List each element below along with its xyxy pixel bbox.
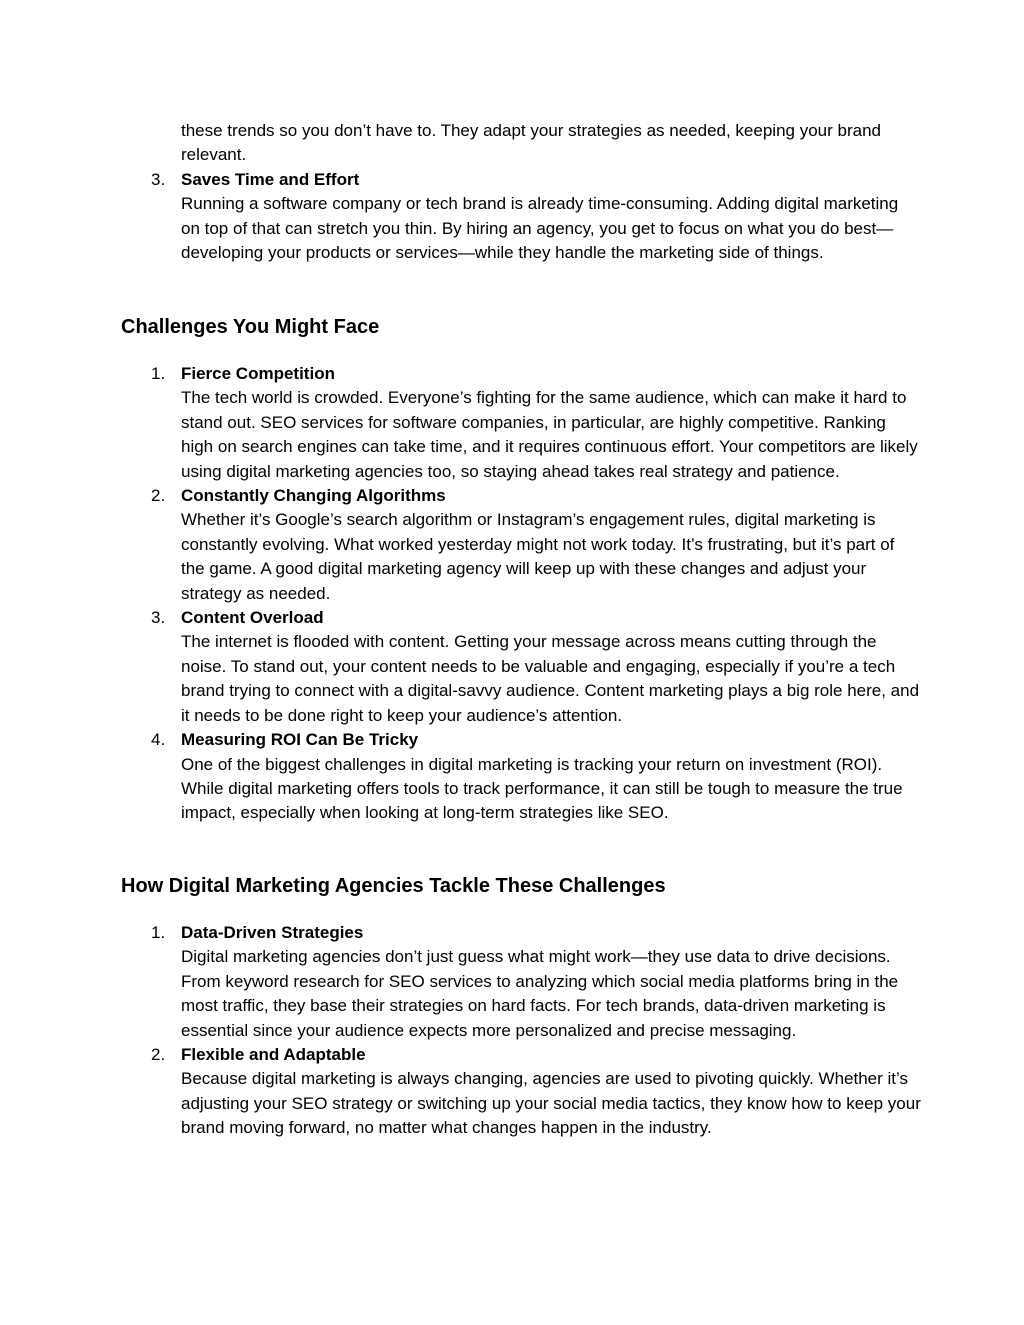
list-item-number: 4. [151,730,166,750]
list-item-title: Saves Time and Effort [181,169,360,189]
list-item-body: The internet is flooded with content. Getting your message across means cutting through the noise. To stand out, your content needs to be valuable and engaging, especially if you’re a tech brand trying to connect with a digital-savvy audience. Content marketing plays a big role here, and it needs to be done right to keep your audience’s attention. [181,632,920,725]
intro-section [121,119,921,265]
section-heading-solutions: How Digital Marketing Agencies Tackle These Challenges [121,875,666,897]
list-item-body: Whether it’s Google’s search algorithm or Instagram’s engagement rules, digital marketing is constantly evolving. What worked yesterday might not work today. It’s frustrating, but it’s part of the game. A good digital marketing agency will keep up with these changes and adjust your strategy as needed. [181,510,895,603]
list-item-title: Constantly Changing Algorithms [181,486,446,506]
list-item-body: The tech world is crowded. Everyone’s fighting for the same audience, which can make it hard to stand out. SEO services for software companies, in particular, are highly competitive. Ranking high on search engines can take time, and it requires continuous effort. Your competitors are likely using digital marketing agencies too, so staying ahead takes real strategy and patience. [181,388,918,481]
list-item [121,921,921,1043]
list-item-number: 2. [151,1045,166,1065]
list-item [121,1043,921,1141]
list-item [121,168,921,266]
list-item-body: Digital marketing agencies don’t just guess what might work—they use data to drive decisions. From keyword research for SEO services to analyzing which social media platforms bring in the most traffic, they base their strategies on hard facts. For tech brands, data-driven marketing is essential since your audience expects more personalized and precise messaging. [181,947,899,1040]
list-item-title: Measuring ROI Can Be Tricky [181,730,419,750]
list-item-body: Because digital marketing is always changing, agencies are used to pivoting quickly. Whether it’s adjusting your SEO strategy or switching up your social media tactics, they know how to keep your brand moving forward, no matter what changes happen in the industry. [181,1069,921,1138]
list-item [121,484,921,606]
list-item-title: Flexible and Adaptable [181,1045,366,1065]
continued-paragraph: these trends so you don’t have to. They adapt your strategies as needed, keeping your brand relevant. [181,121,881,165]
list-item-title: Data-Driven Strategies [181,923,364,942]
list-item-body: Running a software company or tech brand is already time-consuming. Adding digital marketing on top of that can stretch you thin. By hiring an agency, you get to focus on what you do best—developing your products or services—while they handle the marketing side of things. [181,194,899,263]
list-item-number: 2. [151,486,166,506]
list-item-number: 1. [151,364,166,383]
list-item-number: 3. [151,169,166,189]
list-item-body: One of the biggest challenges in digital marketing is tracking your return on investment (ROI). While digital marketing offers tools to track performance, it can still be tough to measure the true impact, especially when looking at long-term strategies like SEO. [181,754,903,823]
challenges-list [121,362,921,826]
list-item-title: Content Overload [181,608,324,628]
section-heading-challenges: Challenges You Might Face [121,316,380,338]
list-item-title: Fierce Competition [181,364,335,383]
list-item-number: 1. [151,923,166,942]
list-item [121,728,921,826]
list-item-number: 3. [151,608,166,628]
solutions-list [121,921,921,1141]
list-item [121,606,921,728]
list-item [121,362,921,484]
